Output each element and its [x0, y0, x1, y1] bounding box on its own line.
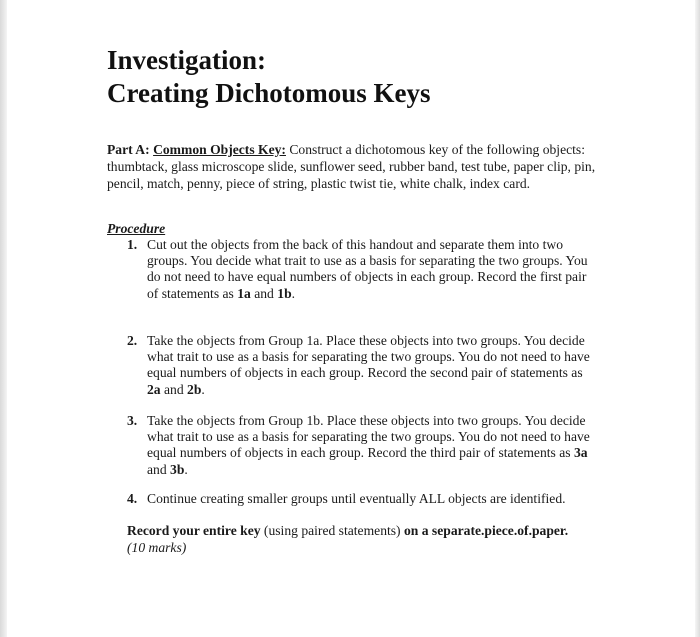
step-number: 4. — [127, 491, 138, 506]
page-left-edge — [0, 0, 7, 637]
step-text: Cut out the objects from the back of this handout and separate them into two groups. You decide what trait to use as a basis for separating the two groups. You do not need to have equal numbers of objects in each group. Record the first pair of statements as 1a and 1b. — [147, 237, 588, 301]
title-line-2: Creating Dichotomous Keys — [107, 78, 431, 108]
record-instruction — [127, 522, 617, 556]
step-number: 2. — [127, 333, 138, 348]
step-number: 1. — [127, 237, 138, 252]
part-a-label: Part A: — [107, 142, 154, 157]
step-number: 3. — [127, 413, 138, 428]
part-a-text: Construct a dichotomous key of the following objects: thumbtack, glass microscope slide, sunflower seed, rubber band, test tube, paper clip, pin, pencil, match, penny, piece of string, plastic twist tie, white chalk, index card. — [107, 142, 596, 191]
part-a-paragraph — [107, 141, 607, 192]
title-line-1: Investigation: — [107, 45, 267, 75]
step-text: Continue creating smaller groups until eventually ALL objects are identified. — [147, 491, 566, 506]
page-right-edge — [695, 0, 700, 637]
step-text: Take the objects from Group 1b. Place these objects into two groups. You decide what trait to use as a basis for separating the two groups. You do not need to have equal numbers of objects in each group. Record the third pair of statements as 3a and 3b. — [147, 413, 590, 477]
part-a-underlined-label: Common Objects Key: — [153, 142, 286, 157]
page-title — [107, 44, 431, 110]
record-line: Record your entire key (using paired statements) on a separate.piece.of.paper. — [127, 523, 569, 538]
procedure-heading: Procedure — [107, 221, 166, 236]
step-text: Take the objects from Group 1a. Place these objects into two groups. You decide what trait to use as a basis for separating the two groups. You do not need to have equal numbers of objects in each group. Record the second pair of statements as 2a and 2b. — [147, 333, 590, 397]
marks-label: (10 marks) — [127, 540, 187, 555]
